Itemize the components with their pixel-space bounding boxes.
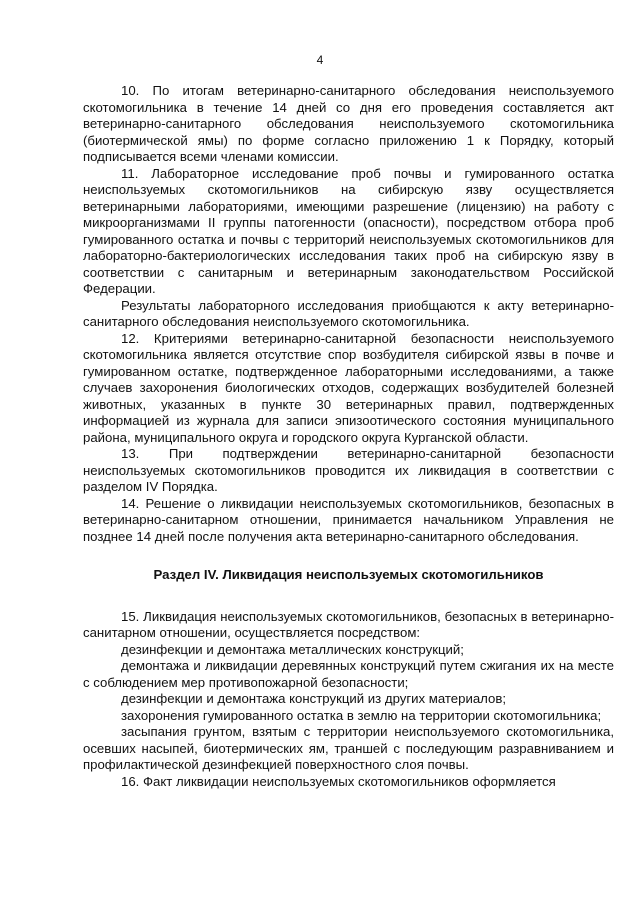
document-body <box>83 83 614 790</box>
page-number: 4 <box>316 53 324 67</box>
paragraph-10: 10. По итогам ветеринарно-санитарного обследования неиспользуемого скотомогильника в течение 14 дней со дня его проведения составляется акт ветеринарно-санитарного обследования неиспользуемого скотомогильника (биотермической ямы) по форме согласно приложению 1 к Порядку, который подписывается всеми членами комиссии. <box>83 83 614 164</box>
list-item-burial: захоронения гумированного остатка в землю на территории скотомогильника; <box>121 707 602 723</box>
list-item-wood: демонтажа и ликвидации деревянных конструкций путем сжигания их на месте с соблюдением мер противопожарной безопасности; <box>83 658 614 690</box>
section-heading: Раздел IV. Ликвидация неиспользуемых скотомогильников <box>153 567 544 582</box>
paragraph-13: 13. При подтверждении ветеринарно-санитарной безопасности неиспользуемых скотомогильников проводится их ликвидация в соответствии с разделом IV Порядка. <box>83 446 614 494</box>
list-item-metal: дезинфекции и демонтажа металлических конструкций; <box>121 641 464 657</box>
list-item-other: дезинфекции и демонтажа конструкций из других материалов; <box>121 691 506 706</box>
paragraph-14: 14. Решение о ликвидации неиспользуемых скотомогильников, безопасных в ветеринарно-санитарном отношении, принимается начальником Управления не позднее 14 дней после получения акта ветеринарно-санитарного обследования. <box>83 495 614 544</box>
list-item-backfill: засыпания грунтом, взятым с территории неиспользуемого скотомогильника, осевших насыпей, биотермических ям, траншей с последующим разравниванием и профилактической дезинфекцией поверхностного слоя почвы. <box>83 724 614 772</box>
paragraph-16: 16. Факт ликвидации неиспользуемых скотомогильников оформляется <box>121 773 556 789</box>
paragraph-12: 12. Критериями ветеринарно-санитарной безопасности неиспользуемого скотомогильника является отсутствие спор возбудителя сибирской язвы в почве и гумированном остатке, подтвержденное лабораторными исследованиями, а также случаев захоронения биологических отходов, содержащих возбудителей болезней животных, указанных в пункте 30 ветеринарных правил, подтвержденных информацией из журнала для записи эпизоотического состояния муниципального района, муниципального округа и городского округа Курганской области. <box>83 330 614 445</box>
paragraph-15: 15. Ликвидация неиспользуемых скотомогильников, безопасных в ветеринарно-санитарном отношении, осуществляется посредством: <box>83 608 614 640</box>
paragraph-11-results: Результаты лабораторного исследования приобщаются к акту ветеринарно-санитарного обследования неиспользуемого скотомогильника. <box>83 297 614 329</box>
paragraph-11: 11. Лабораторное исследование проб почвы и гумированного остатка неиспользуемых скотомогильников на сибирскую язву осуществляется ветеринарными лабораториями, имеющими разрешение (лицензию) на работу с микроорганизмами II группы патогенности (опасности), посредством отбора проб гумированного остатка и почвы с территорий неиспользуемых скотомогильников для лабораторно-бактериологических исследования таких проб на сибирскую язву в соответствии с санитарным и ветеринарным законодательством Российской Федерации. <box>83 165 614 296</box>
